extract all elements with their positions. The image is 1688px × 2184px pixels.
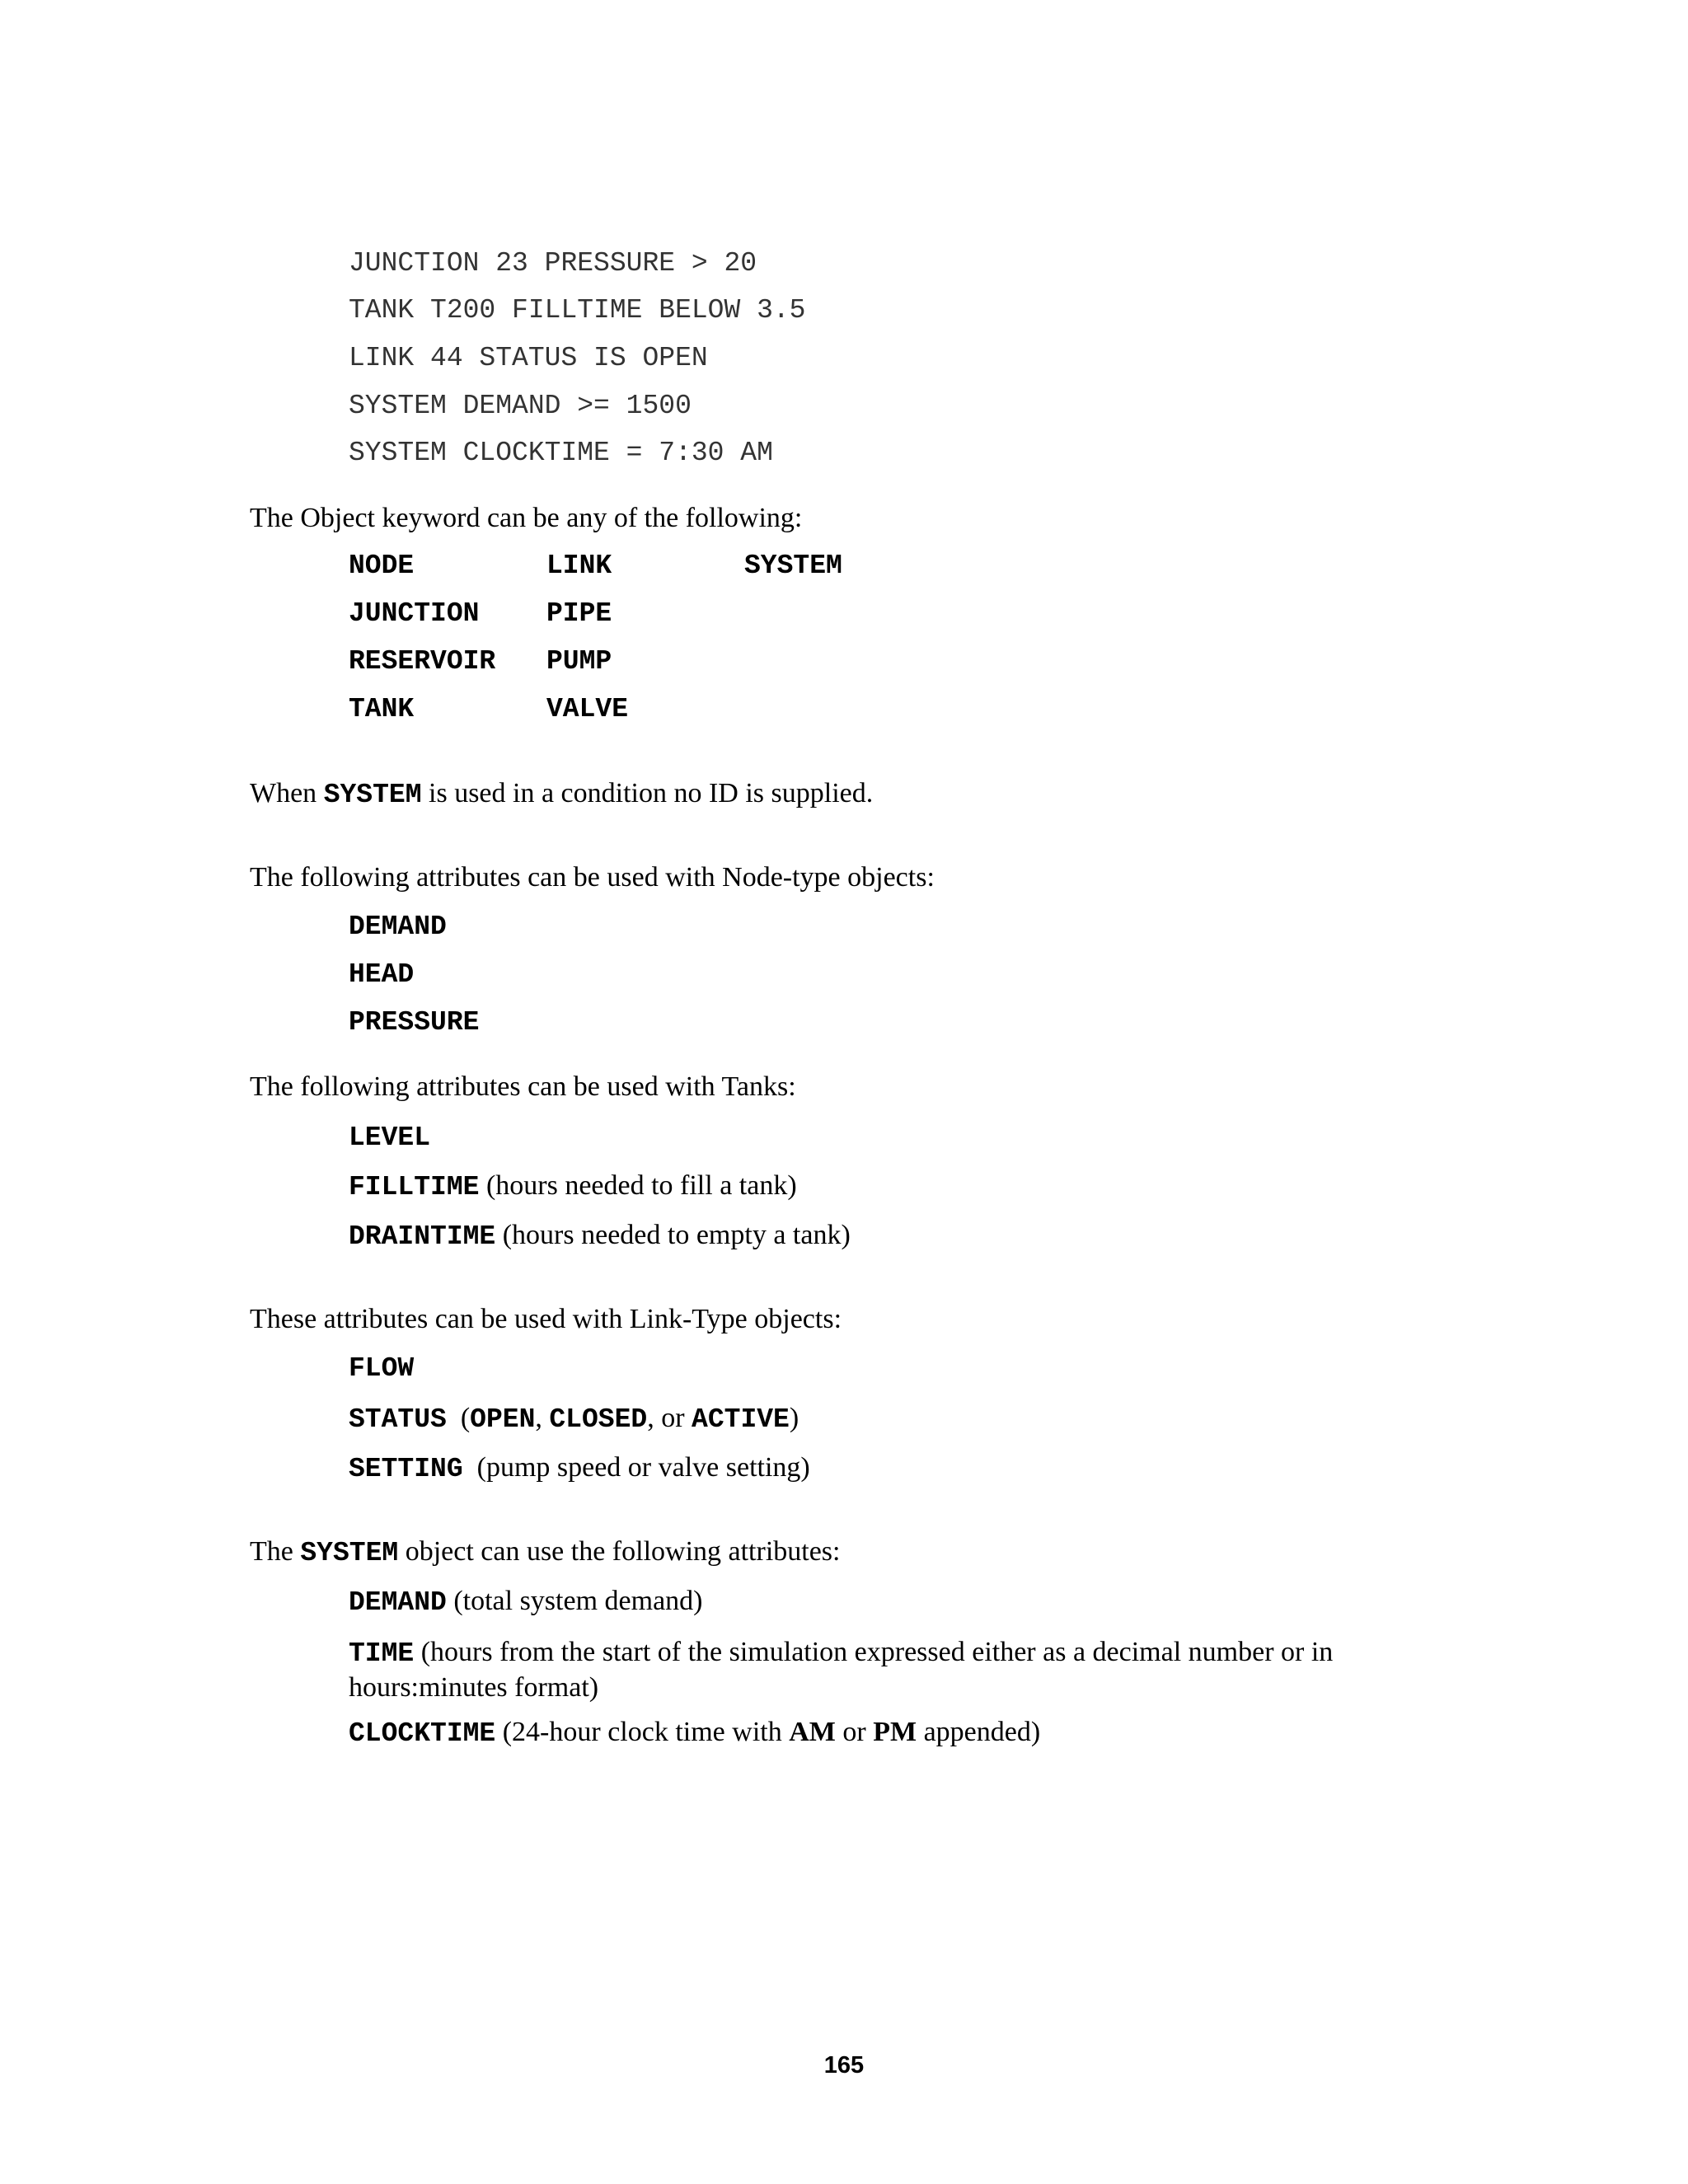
system-note-prefix: When — [250, 778, 324, 808]
code-example-line: SYSTEM CLOCKTIME = 7:30 AM — [349, 438, 773, 468]
system-attribute-keyword: CLOCKTIME — [349, 1718, 496, 1749]
system-attribute-desc: or — [835, 1717, 874, 1747]
link-attribute-flow: FLOW — [349, 1353, 415, 1384]
link-attribute-keyword: SETTING — [349, 1454, 463, 1484]
status-value-closed: CLOSED — [549, 1404, 648, 1435]
tank-attribute-desc: (hours needed to fill a tank) — [479, 1170, 797, 1201]
status-separator: , or — [647, 1403, 692, 1433]
status-separator: , — [535, 1403, 550, 1433]
system-intro-prefix: The — [250, 1536, 301, 1567]
system-intro-suffix: object can use the following attributes: — [398, 1536, 841, 1567]
node-attribute: HEAD — [349, 959, 415, 990]
tank-attribute-desc: (hours needed to empty a tank) — [495, 1220, 851, 1250]
system-attribute-desc: (hours from the start of the simulation expressed either as a decimal number or in hours:minutes format) — [349, 1637, 1334, 1704]
status-value-open: OPEN — [470, 1404, 536, 1435]
code-example-line: JUNCTION 23 PRESSURE > 20 — [349, 248, 757, 279]
tank-attribute-keyword: DRAINTIME — [349, 1221, 496, 1252]
status-open-paren: ( — [446, 1403, 471, 1433]
code-example-line: SYSTEM DEMAND >= 1500 — [349, 391, 692, 421]
node-attribute: PRESSURE — [349, 1007, 480, 1038]
link-attribute-keyword: STATUS — [349, 1404, 447, 1435]
page-number: 165 — [823, 2052, 865, 2079]
system-attribute-desc: appended) — [917, 1717, 1041, 1747]
am-label: AM — [789, 1717, 836, 1747]
system-attribute-keyword: TIME — [349, 1638, 415, 1669]
object-intro-text: The Object keyword can be any of the following: — [250, 503, 803, 533]
system-attribute-keyword: DEMAND — [349, 1587, 447, 1618]
object-keyword: JUNCTION — [349, 598, 480, 629]
link-attribute-desc: (pump speed or valve setting) — [462, 1452, 810, 1483]
system-attribute-row — [349, 1587, 702, 1616]
object-keyword: SYSTEM — [744, 551, 842, 581]
system-attribute-row — [349, 1635, 1338, 1705]
object-keyword: PIPE — [546, 598, 612, 629]
tank-intro-text: The following attributes can be used with Tanks: — [250, 1071, 796, 1102]
system-attribute-desc: (total system demand) — [446, 1586, 703, 1616]
system-note-text — [250, 780, 873, 808]
tank-attribute-row — [349, 1172, 797, 1201]
system-attribute-row — [349, 1718, 1040, 1747]
tank-attribute-row — [349, 1122, 430, 1151]
system-keyword: SYSTEM — [300, 1538, 399, 1568]
link-intro-text: These attributes can be used with Link-Type objects: — [250, 1304, 842, 1334]
system-keyword: SYSTEM — [323, 780, 422, 810]
code-example-line: TANK T200 FILLTIME BELOW 3.5 — [349, 295, 806, 326]
link-attribute-row — [349, 1404, 799, 1433]
object-keyword: RESERVOIR — [349, 646, 496, 677]
system-note-suffix: is used in a condition no ID is supplied. — [421, 778, 874, 808]
tank-attribute-keyword: FILLTIME — [349, 1172, 480, 1202]
node-intro-text: The following attributes can be used with Node-type objects: — [250, 862, 935, 893]
node-attribute: DEMAND — [349, 912, 447, 942]
object-keyword: NODE — [349, 551, 415, 581]
pm-label: PM — [873, 1717, 917, 1747]
link-attribute-row — [349, 1454, 810, 1483]
system-attribute-desc: (24-hour clock time with — [495, 1717, 790, 1747]
status-close-paren: ) — [789, 1403, 799, 1433]
object-keyword: LINK — [546, 551, 612, 581]
system-intro-text — [250, 1538, 840, 1567]
code-example-line: LINK 44 STATUS IS OPEN — [349, 343, 708, 373]
tank-attribute-row — [349, 1221, 851, 1250]
tank-attribute-keyword: LEVEL — [349, 1122, 431, 1153]
status-value-active: ACTIVE — [692, 1404, 790, 1435]
object-keyword: VALVE — [546, 694, 629, 724]
object-keyword: PUMP — [546, 646, 612, 677]
object-keyword: TANK — [349, 694, 415, 724]
